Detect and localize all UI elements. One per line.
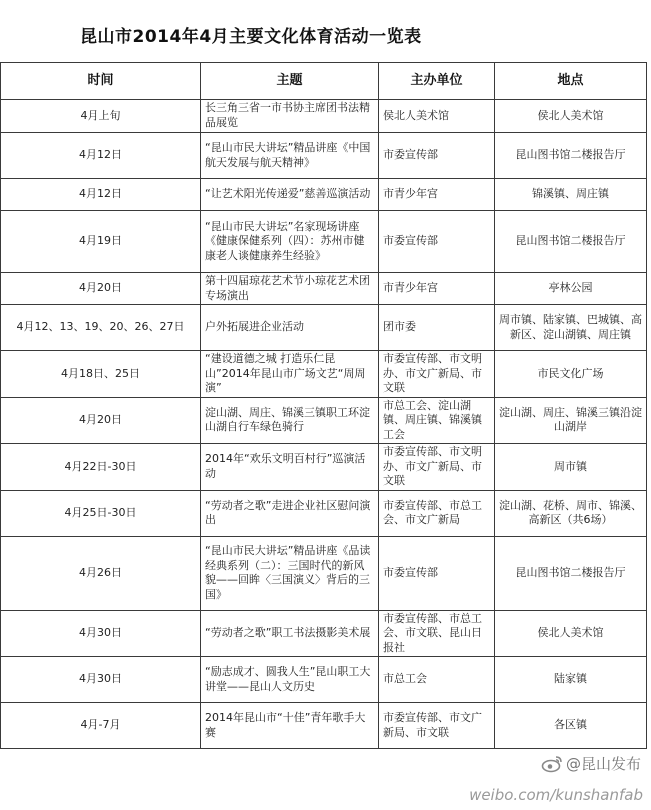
cell-location: 陆家镇 [495,657,647,703]
header-organizer: 主办单位 [379,63,495,100]
weibo-account-name: @昆山发布 [565,755,641,773]
cell-time: 4月上旬 [1,100,201,133]
cell-theme: 淀山湖、周庄、锦溪三镇职工环淀山湖自行车绿色骑行 [201,397,379,444]
cell-location: 昆山图书馆二楼报告厅 [495,211,647,273]
weibo-url: weibo.com/kunshanfab [469,786,643,804]
cell-location: 侯北人美术馆 [495,610,647,657]
table-row [1,703,647,749]
cell-location: 周市镇 [495,444,647,491]
cell-location: 昆山图书馆二楼报告厅 [495,536,647,610]
cell-time: 4月30日 [1,657,201,703]
cell-organizer: 市委宣传部、市文明办、市文广新局、市文联 [379,444,495,491]
cell-time: 4月12日 [1,133,201,179]
cell-location: 锦溪镇、周庄镇 [495,179,647,211]
cell-time: 4月26日 [1,536,201,610]
table-row [1,444,647,491]
cell-theme: 2014年昆山市“十佳”青年歌手大赛 [201,703,379,749]
cell-organizer: 市青少年宫 [379,179,495,211]
cell-theme: “昆山市民大讲坛”精品讲座《品读经典系列（二）：三国时代的新风貌——回眸〈三国演义〉背后的三国》 [201,536,379,610]
cell-location: 淀山湖、花桥、周市、锦溪、高新区（共6场） [495,490,647,536]
table-row [1,610,647,657]
cell-time: 4月18日、25日 [1,351,201,398]
cell-theme: “昆山市民大讲坛”精品讲座《中国航天发展与航天精神》 [201,133,379,179]
cell-organizer: 市委宣传部 [379,536,495,610]
cell-location: 周市镇、陆家镇、巴城镇、高新区、淀山湖镇、周庄镇 [495,305,647,351]
cell-location: 昆山图书馆二楼报告厅 [495,133,647,179]
weibo-badge [541,753,641,774]
table-row [1,211,647,273]
cell-time: 4月22日-30日 [1,444,201,491]
cell-theme: 户外拓展进企业活动 [201,305,379,351]
weibo-icon [541,755,563,773]
cell-location: 各区镇 [495,703,647,749]
cell-theme: “励志成才、圆我人生”昆山职工大讲堂——昆山人文历史 [201,657,379,703]
cell-time: 4月30日 [1,610,201,657]
cell-time: 4月12日 [1,179,201,211]
cell-theme: “让艺术阳光传递爱”慈善巡演活动 [201,179,379,211]
cell-location: 亭林公园 [495,273,647,305]
cell-organizer: 市总工会、淀山湖镇、周庄镇、锦溪镇工会 [379,397,495,444]
cell-organizer: 市委宣传部、市总工会、市文广新局 [379,490,495,536]
cell-organizer: 市总工会 [379,657,495,703]
cell-theme: “劳动者之歌”走进企业社区慰问演出 [201,490,379,536]
cell-organizer: 市青少年宫 [379,273,495,305]
header-location: 地点 [495,63,647,100]
cell-location: 市民文化广场 [495,351,647,398]
table-header-row [1,63,647,100]
cell-theme: “劳动者之歌”职工书法摄影美术展 [201,610,379,657]
cell-time: 4月-7月 [1,703,201,749]
cell-theme: 长三角三省一市书协主席团书法精品展览 [201,100,379,133]
table-row [1,397,647,444]
cell-time: 4月19日 [1,211,201,273]
cell-organizer: 市委宣传部、市文广新局、市文联 [379,703,495,749]
header-time: 时间 [1,63,201,100]
activity-table [0,62,647,749]
cell-time: 4月20日 [1,273,201,305]
cell-organizer: 市委宣传部 [379,133,495,179]
cell-location: 侯北人美术馆 [495,100,647,133]
table-row [1,273,647,305]
table-row [1,657,647,703]
cell-theme: 第十四届琼花艺术节小琼花艺术团专场演出 [201,273,379,305]
table-row [1,351,647,398]
cell-theme: “建设道德之城 打造乐仁昆山”2014年昆山市广场文艺“周周演” [201,351,379,398]
cell-time: 4月12、13、19、20、26、27日 [1,305,201,351]
cell-time: 4月20日 [1,397,201,444]
table-row [1,179,647,211]
cell-organizer: 侯北人美术馆 [379,100,495,133]
page-title: 昆山市2014年4月主要文化体育活动一览表 [80,27,422,47]
header-theme: 主题 [201,63,379,100]
table-row [1,100,647,133]
cell-organizer: 市委宣传部、市文明办、市文广新局、市文联 [379,351,495,398]
cell-organizer: 市委宣传部、市总工会、市文联、昆山日报社 [379,610,495,657]
cell-theme: 2014年“欢乐文明百村行”巡演活动 [201,444,379,491]
table-row [1,536,647,610]
table-row [1,305,647,351]
cell-organizer: 市委宣传部 [379,211,495,273]
cell-organizer: 团市委 [379,305,495,351]
cell-theme: “昆山市民大讲坛”名家现场讲座《健康保健系列（四）：苏州市健康老人谈健康养生经验》 [201,211,379,273]
table-row [1,133,647,179]
table-row [1,490,647,536]
cell-time: 4月25日-30日 [1,490,201,536]
cell-location: 淀山湖、周庄、锦溪三镇沿淀山湖岸 [495,397,647,444]
